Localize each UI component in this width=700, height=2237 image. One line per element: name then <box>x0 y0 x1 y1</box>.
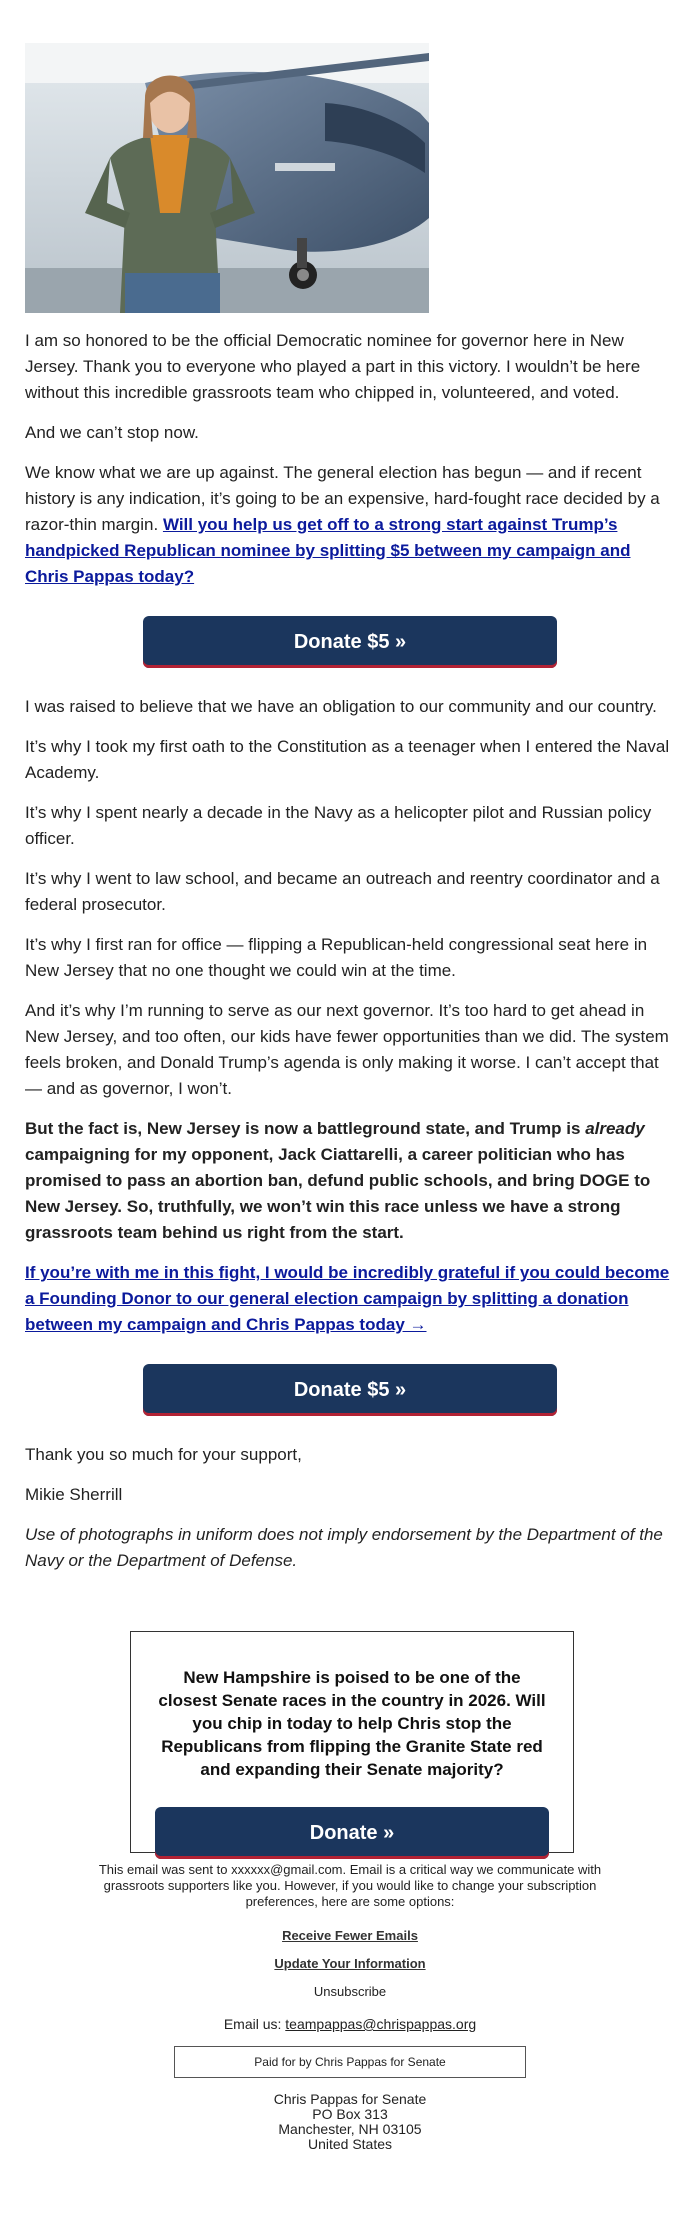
paid-for-disclaimer: Paid for by Chris Pappas for Senate <box>174 2046 526 2078</box>
address-line-4: United States <box>307 2136 393 2152</box>
split-donation-link[interactable]: Will you help us get off to a strong start against Trump’s handpicked Republican nominee by splitting $5 between my campaign and Chris Pappas today? <box>25 515 631 586</box>
email-body <box>25 328 675 1588</box>
hero-photo <box>25 43 429 313</box>
uniform-disclaimer: Use of photographs in uniform does not imply endorsement by the Department of the Navy or the Department of Defense. <box>25 1525 663 1570</box>
paragraph-general-election <box>25 460 675 590</box>
donate-button-row-2 <box>25 1364 675 1416</box>
footer <box>0 1862 700 2152</box>
closing-thanks: Thank you so much for your support, <box>25 1445 302 1464</box>
donate-5-button-second[interactable]: Donate $5 » <box>143 1364 557 1416</box>
paragraph-cant-stop: And we can’t stop now. <box>25 423 199 442</box>
footer-notice: This email was sent to xxxxxx@gmail.com. Email is a critical way we communicate with grassroots supporters like you. However, if you would like to change your subscription preferences, here are some options: <box>98 1862 602 1909</box>
donate-5-button[interactable]: Donate $5 » <box>143 616 557 668</box>
donate-button-row-1 <box>25 616 675 668</box>
update-information-link[interactable]: Update Your Information <box>274 1956 426 1971</box>
paragraph-founding-donor <box>25 1260 675 1338</box>
email-us-line <box>0 2016 700 2032</box>
address-line-3: Manchester, NH 03105 <box>278 2121 422 2137</box>
email-us-label: Email us: <box>223 2016 286 2032</box>
founding-donor-link[interactable]: If you’re with me in this fight, I would be incredibly grateful if you could become a Founding Donor to our general election campaign by splitting a donation between my campaign and Chris Pappas today → <box>25 1263 670 1334</box>
paragraph-first-ran: It’s why I first ran for office — flipping a Republican-held congressional seat here in New Jersey that no one thought we could win at the time. <box>25 935 648 980</box>
paragraph-raised: I was raised to believe that we have an obligation to our community and our country. <box>25 697 657 716</box>
signature: Mikie Sherrill <box>25 1485 123 1504</box>
contact-email-link[interactable]: teampappas@chrispappas.org <box>285 2016 477 2032</box>
donate-button[interactable]: Donate » <box>155 1807 549 1859</box>
paragraph-governor: And it’s why I’m running to serve as our next governor. It’s too hard to get ahead in New Jersey, and too often, our kids have fewer opportunities than we did. The system feels broken, and Donald Trump’s agenda is only making it worse. I can’t accept that — and as governor, I won’t. <box>25 1001 669 1098</box>
address-line-1: Chris Pappas for Senate <box>273 2091 427 2107</box>
mailing-address <box>0 2092 700 2152</box>
paragraph-law-school: It’s why I went to law school, and became an outreach and reentry coordinator and a federal prosecutor. <box>25 869 660 914</box>
promo-box <box>130 1631 574 1853</box>
unsubscribe-link[interactable]: Unsubscribe <box>313 1984 387 1999</box>
address-line-2: PO Box 313 <box>312 2106 388 2122</box>
paragraph-battleground <box>25 1116 675 1246</box>
promo-box-text: New Hampshire is poised to be one of the closest Senate races in the country in 2026. Will you chip in today to help Chris stop the Republicans from flipping the Granite State red and expanding their Senate majority? <box>158 1668 546 1779</box>
paragraph-general-election-text: We know what we are up against. The general election has begun — and if recent history is any indication, it’s going to be an expensive, hard-fought race decided by a razor-thin margin. <box>25 463 660 534</box>
receive-fewer-emails-link[interactable]: Receive Fewer Emails <box>282 1928 418 1943</box>
paragraph-navy: It’s why I spent nearly a decade in the Navy as a helicopter pilot and Russian policy officer. <box>25 803 652 848</box>
battleground-text-a: But the fact is, New Jersey is now a battleground state, and Trump is <box>25 1119 586 1138</box>
battleground-text-b: campaigning for my opponent, Jack Ciattarelli, a career politician who has promised to pass an abortion ban, defund public schools, and bring DOGE to New Jersey. So, truthfully, we won’t win this race unless we have a strong grassroots team behind us right from the start. <box>25 1145 651 1242</box>
paragraph-nominee: I am so honored to be the official Democratic nominee for governor here in New Jersey. Thank you to everyone who played a part in this victory. I wouldn’t be here without this incredible grassroots team who chipped in, volunteered, and voted. <box>25 331 641 402</box>
battleground-emphasis: already <box>585 1119 645 1138</box>
paragraph-oath: It’s why I took my first oath to the Constitution as a teenager when I entered the Naval Academy. <box>25 737 670 782</box>
paid-for-row <box>0 2046 700 2078</box>
